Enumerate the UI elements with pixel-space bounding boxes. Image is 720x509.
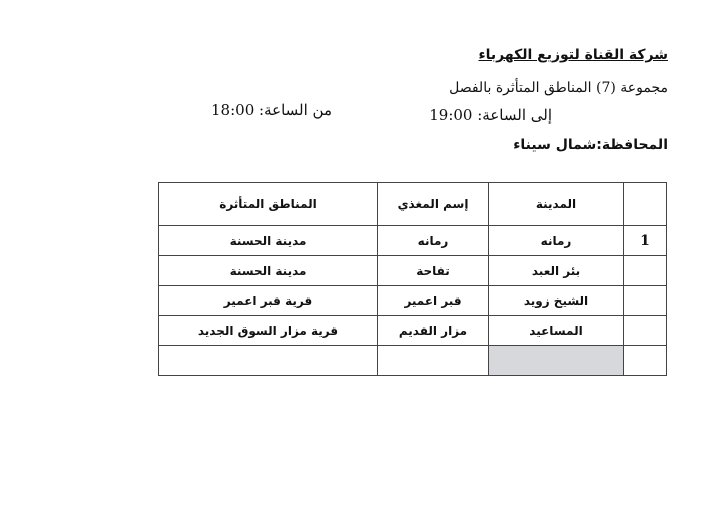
feeder-cell: مزار القديم	[378, 316, 489, 346]
table-row	[159, 226, 667, 256]
to-time	[429, 106, 552, 124]
from-time	[211, 101, 332, 119]
row-number	[624, 346, 667, 376]
row-number	[624, 316, 667, 346]
affected-areas-table	[158, 182, 667, 376]
table-row	[159, 316, 667, 346]
column-header-feeder: إسم المغذي	[378, 183, 489, 226]
to-label: إلى الساعة:	[477, 106, 552, 124]
feeder-cell: قبر اعمير	[378, 286, 489, 316]
city-cell: الشيخ زويد	[489, 286, 624, 316]
table-row	[159, 256, 667, 286]
feeder-cell	[378, 346, 489, 376]
row-number	[624, 286, 667, 316]
feeder-cell: رمانه	[378, 226, 489, 256]
city-cell: رمانه	[489, 226, 624, 256]
areas-cell: قرية قبر اعمير	[159, 286, 378, 316]
governorate-label: المحافظة:شمال سيناء	[513, 137, 668, 153]
areas-cell	[159, 346, 378, 376]
areas-cell: مدينة الحسنة	[159, 256, 378, 286]
table-row	[159, 286, 667, 316]
feeder-cell: تفاحة	[378, 256, 489, 286]
from-label: من الساعة:	[259, 101, 332, 119]
to-time-value: 19:00	[429, 106, 473, 124]
table-header-row	[159, 183, 667, 226]
areas-cell: مدينة الحسنة	[159, 226, 378, 256]
group-title: مجموعة (7) المناطق المتأثرة بالفصل	[449, 80, 668, 96]
row-number: 1	[624, 226, 667, 256]
column-header-city: المدينة	[489, 183, 624, 226]
column-header-number	[624, 183, 667, 226]
city-cell: بئر العبد	[489, 256, 624, 286]
column-header-areas: المناطق المتأثرة	[159, 183, 378, 226]
from-time-value: 18:00	[211, 101, 255, 119]
city-cell-shaded	[489, 346, 624, 376]
company-title: شركة القناة لتوزيع الكهرباء	[478, 47, 668, 63]
table-row-empty	[159, 346, 667, 376]
areas-cell: قرية مزار السوق الجديد	[159, 316, 378, 346]
city-cell: المساعيد	[489, 316, 624, 346]
row-number	[624, 256, 667, 286]
